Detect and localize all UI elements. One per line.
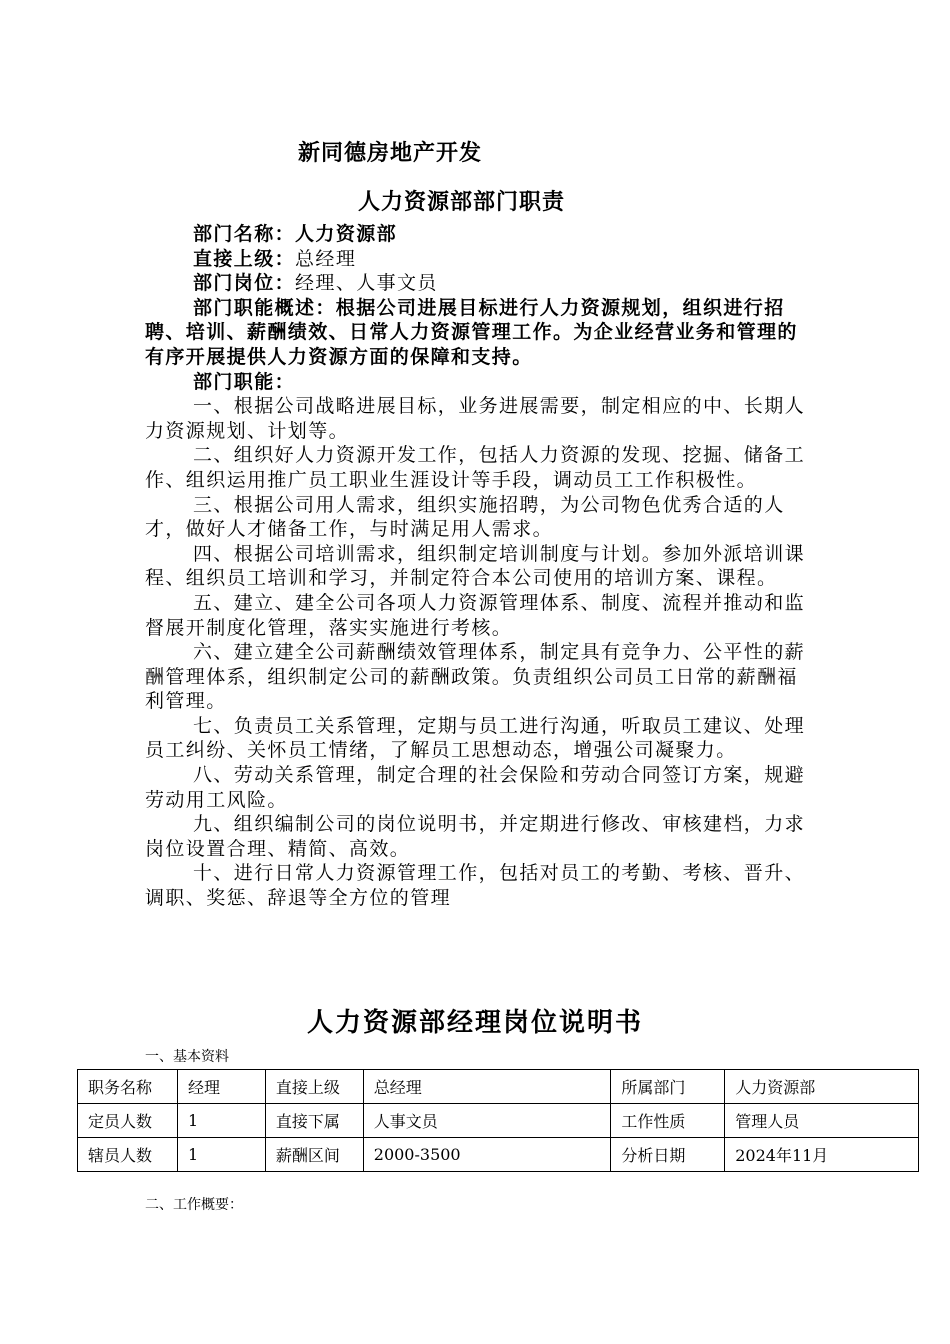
department-duties-title: 人力资源部部门职责 (358, 189, 566, 215)
dept-name-value: 人力资源部 (295, 223, 398, 245)
table-cell: 职务名称 (78, 1070, 178, 1104)
function-item: 十、进行日常人力资源管理工作，包括对员工的考勤、考核、晋升、调职、奖惩、辞退等全方位的管理 (145, 862, 806, 910)
function-item: 六、建立建全公司薪酬绩效管理体系，制定具有竞争力、公平性的薪酬管理体系，组织制定公司的薪酬政策。负责组织公司员工日常的薪酬福利管理。 (145, 641, 806, 713)
section-work-summary-heading: 二、工作概要： (145, 1197, 243, 1213)
table-cell: 薪酬区间 (265, 1138, 363, 1172)
function-item: 三、根据公司用人需求，组织实施招聘，为公司物色优秀合适的人才，做好人才储备工作，与时满足用人需求。 (145, 493, 785, 541)
dept-posts-line (145, 271, 805, 296)
table-cell: 1 (177, 1138, 265, 1172)
basic-info-table (77, 1069, 919, 1172)
table-cell: 1 (177, 1104, 265, 1138)
company-name: 新同德房地产开发 (298, 140, 483, 166)
table-row (78, 1070, 919, 1104)
table-cell: 人事文员 (363, 1104, 611, 1138)
section-basic-info-heading: 一、基本资料 (145, 1049, 229, 1065)
table-cell: 总经理 (363, 1070, 611, 1104)
dept-superior-line (145, 247, 805, 272)
dept-posts-label: 部门岗位： (193, 272, 296, 295)
dept-name-line (145, 222, 805, 247)
dept-superior-value: 总经理 (295, 247, 357, 270)
table-cell: 分析日期 (611, 1138, 725, 1172)
function-item: 五、建立、建全公司各项人力资源管理体系、制度、流程并推动和监督展开制度化管理，落实实施进行考核。 (145, 591, 806, 639)
table-cell: 直接下属 (265, 1104, 363, 1138)
function-item: 九、组织编制公司的岗位说明书，并定期进行修改、审核建档，力求岗位设置合理、精简、高效。 (145, 813, 806, 860)
department-body (145, 222, 805, 911)
function-item: 一、根据公司战略进展目标，业务进展需要，制定相应的中、长期人力资源规划、计划等。 (145, 395, 806, 442)
table-cell: 工作性质 (611, 1104, 725, 1138)
function-item: 七、负责员工关系管理，定期与员工进行沟通，听取员工建议、处理员工纠纷、关怀员工情绪，了解员工思想动态，增强公司凝聚力。 (145, 714, 806, 762)
job-description-title: 人力资源部经理岗位说明书 (306, 1008, 643, 1038)
table-cell: 经理 (177, 1070, 265, 1104)
dept-overview: 部门职能概述：根据公司进展目标进行人力资源规划，组织进行招聘、培训、薪酬绩效、日常人力资源管理工作。为企业经营业务和管理的有序开展提供人力资源方面的保障和支持。 (145, 296, 798, 368)
table-cell: 2000-3500 (363, 1138, 611, 1172)
dept-superior-label: 直接上级： (193, 247, 296, 270)
table-cell: 直接上级 (265, 1070, 363, 1104)
table-cell: 定员人数 (78, 1104, 178, 1138)
dept-functions-label: 部门职能： (193, 370, 296, 393)
function-item: 八、劳动关系管理，制定合理的社会保险和劳动合同签订方案，规避劳动用工风险。 (145, 764, 806, 811)
table-cell: 辖员人数 (78, 1138, 178, 1172)
function-item: 二、组织好人力资源开发工作，包括人力资源的发现、挖掘、储备工作、组织运用推广员工职业生涯设计等手段，调动员工工作积极性。 (145, 444, 806, 491)
dept-posts-value: 经理、人事文员 (295, 272, 438, 295)
table-cell: 所属部门 (611, 1070, 725, 1104)
function-item: 四、根据公司培训需求，组织制定培训制度与计划。参加外派培训课程、组织员工培训和学习，并制定符合本公司使用的培训方案、课程。 (145, 542, 806, 590)
table-cell: 人力资源部 (725, 1070, 919, 1104)
table-row (78, 1104, 919, 1138)
table-cell: 2024年11月 (725, 1138, 919, 1172)
table-cell: 管理人员 (725, 1104, 919, 1138)
table-row (78, 1138, 919, 1172)
dept-name-label: 部门名称： (193, 223, 296, 245)
